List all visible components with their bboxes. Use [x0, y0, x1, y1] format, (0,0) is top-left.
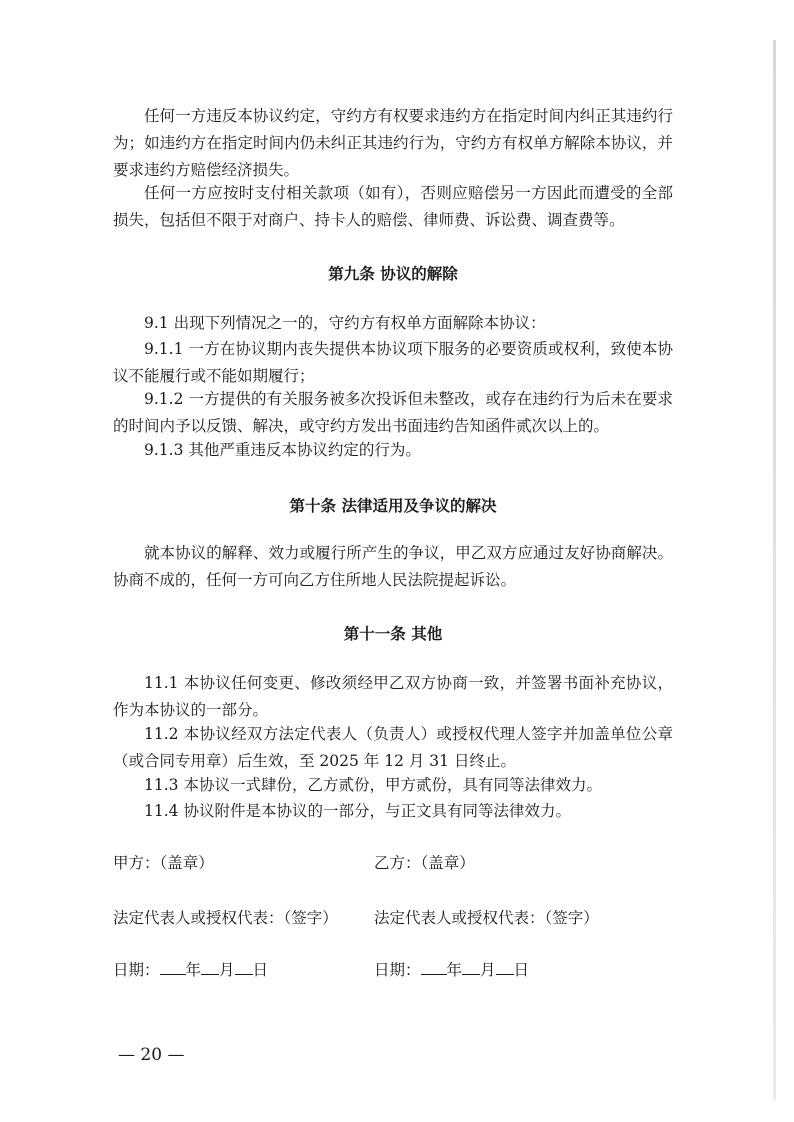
day-blank	[496, 958, 514, 975]
party-a-representative: 法定代表人或授权代表：（签字）	[113, 909, 338, 927]
day-blank	[235, 958, 253, 975]
article8-paragraph2: 任何一方应按时支付相关款项（如有），否则应赔偿另一方因此而遭受的全部损失，包括但不限于对商户、持卡人的赔偿、律师费、诉讼费、调查费等。	[113, 184, 673, 229]
article9-clause-9-1-1: 9.1.1 一方在协议期内丧失提供本协议项下服务的必要资质或权利，致使本协议不能履行或不能如期履行；	[113, 340, 673, 385]
date-label: 日期：	[113, 961, 160, 979]
year-label: 年	[185, 961, 202, 979]
scan-edge	[773, 40, 776, 1100]
party-a-seal: 甲方：（盖章）	[113, 854, 214, 872]
year-blank	[421, 958, 447, 975]
day-label: 日	[252, 961, 269, 979]
article11-clause-11-2: 11.2 本协议经双方法定代表人（负责人）或授权代理人签字并加盖单位公章（或合同专用章）后生效，至 2025 年 12 月 31 日终止。	[113, 725, 673, 770]
party-b-date	[374, 958, 529, 982]
article10-paragraph: 就本协议的解释、效力或履行所产生的争议，甲乙双方应通过友好协商解决。协商不成的，任何一方可向乙方住所地人民法院提起诉讼。	[113, 544, 673, 589]
article9-clause-9-1-3: 9.1.3 其他严重违反本协议约定的行为。	[144, 441, 421, 459]
party-b-seal: 乙方：（盖章）	[374, 854, 475, 872]
month-label: 月	[480, 961, 496, 979]
article9-clause-9-1-2: 9.1.2 一方提供的有关服务被多次投诉但未整改，或存在违约行为后未在要求的时间内予以反馈、解决，或守约方发出书面违约告知函件贰次以上的。	[113, 390, 673, 435]
year-label: 年	[446, 961, 463, 979]
page-number: — 20 —	[118, 1045, 185, 1065]
year-blank	[160, 958, 186, 975]
month-blank	[462, 958, 480, 975]
article8-paragraph1: 任何一方违反本协议约定，守约方有权要求违约方在指定时间内纠正其违约行为；如违约方在指定时间内仍未纠正其违约行为，守约方有权单方解除本协议，并要求违约方赔偿经济损失。	[113, 107, 673, 179]
party-b-representative: 法定代表人或授权代表：（签字）	[374, 909, 599, 927]
article9-clause-9-1: 9.1 出现下列情况之一的，守约方有权单方面解除本协议：	[144, 314, 546, 332]
month-label: 月	[219, 961, 235, 979]
article10-title: 第十条 法律适用及争议的解决	[289, 496, 497, 515]
article11-title: 第十一条 其他	[343, 624, 443, 643]
article11-clause-11-1: 11.1 本协议任何变更、修改须经甲乙双方协商一致，并签署书面补充协议，作为本协议的一部分。	[113, 674, 673, 719]
article11-clause-11-3: 11.3 本协议一式肆份，乙方贰份，甲方贰份，具有同等法律效力。	[144, 776, 602, 794]
date-label: 日期：	[374, 961, 421, 979]
day-label: 日	[513, 961, 530, 979]
article9-title: 第九条 协议的解除	[328, 264, 458, 283]
month-blank	[201, 958, 219, 975]
article11-clause-11-4: 11.4 协议附件是本协议的一部分，与正文具有同等法律效力。	[144, 802, 571, 820]
party-a-date	[113, 958, 268, 982]
